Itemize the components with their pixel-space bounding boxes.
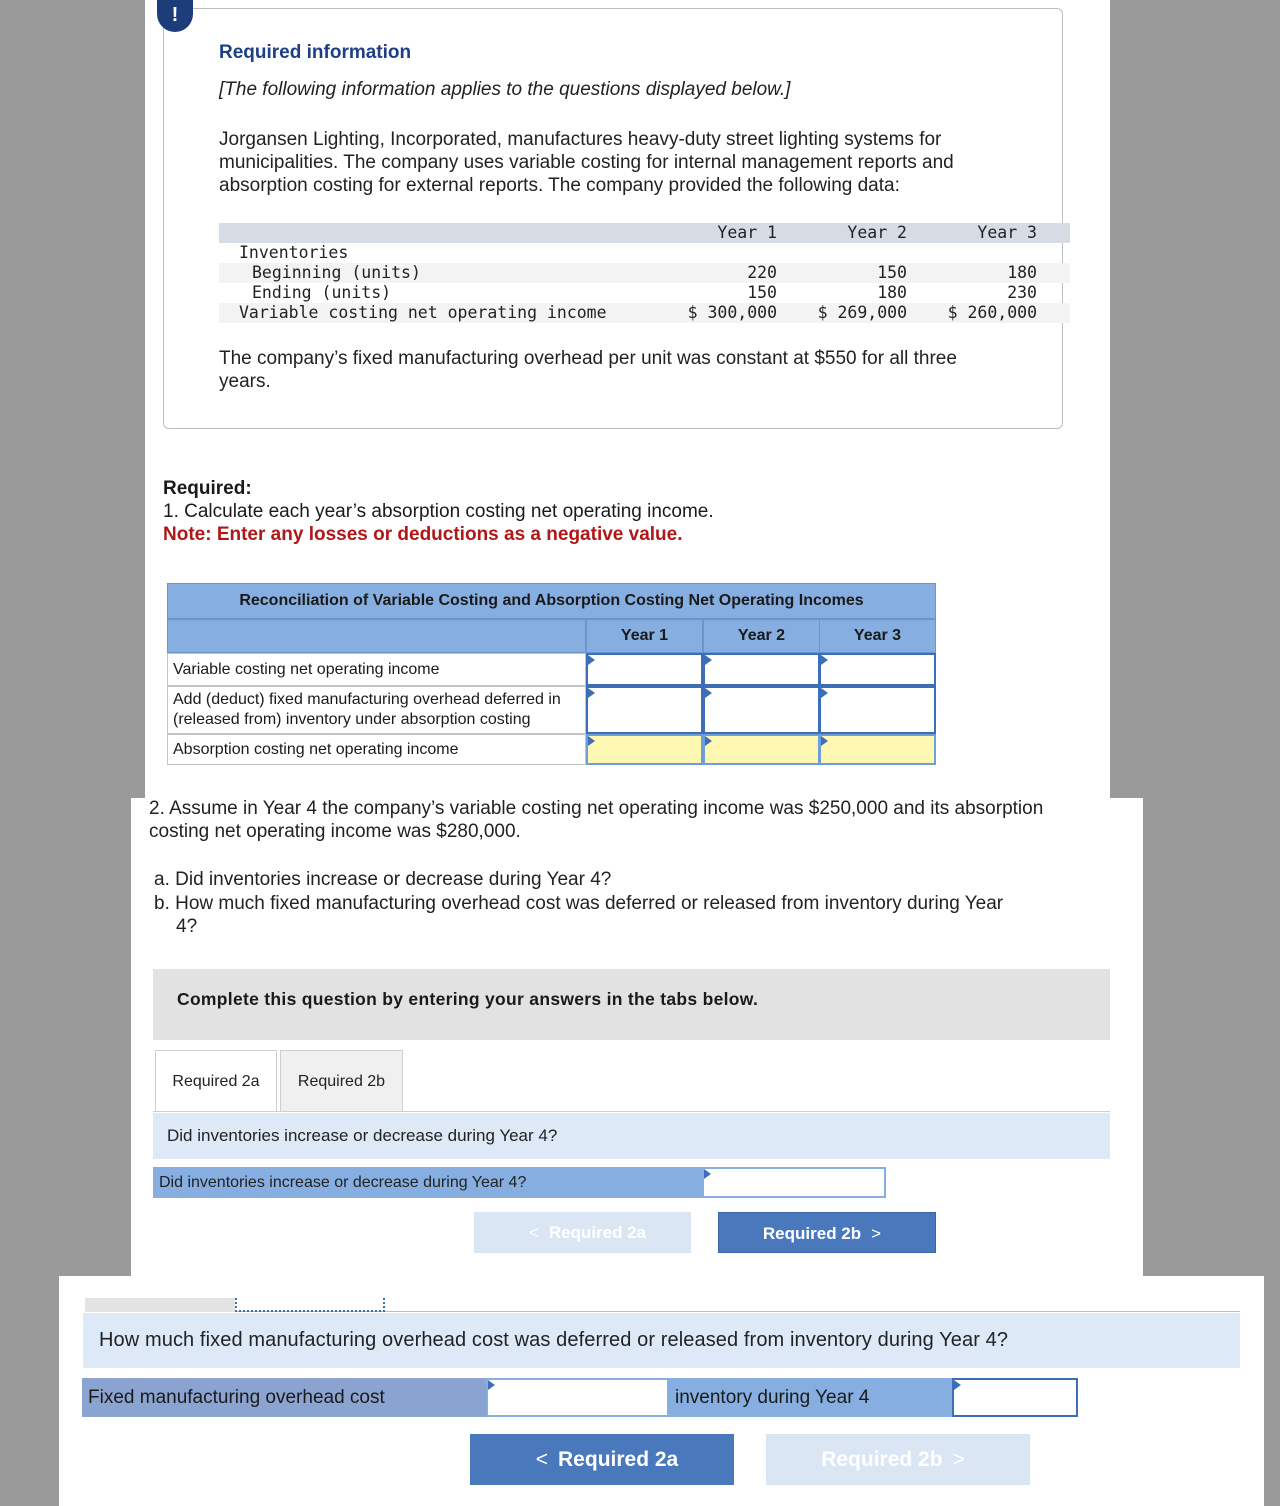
recon-row-fmoh-deferred: Add (deduct) fixed manufacturing overhead deferred in (released from) inventory under absorption costing [167, 686, 586, 734]
fixed-overhead-note: The company’s fixed manufacturing overhead per unit was constant at $550 for all three years. [219, 348, 957, 392]
data-table-header [219, 223, 1070, 243]
instructions-text: Complete this question by entering your answers in the tabs below. [177, 989, 759, 1009]
recon-row-ac-income: Absorption costing net operating income [167, 734, 586, 765]
required-note: Note: Enter any losses or deductions as a negative value. [163, 524, 683, 545]
fmoh-cost-label: Fixed manufacturing overhead cost [82, 1378, 486, 1417]
vc-income-year-1: $ 300,000 [687, 303, 777, 322]
prev-required-2a-button-bottom[interactable] [470, 1434, 734, 1485]
recon-fmoh-year-2-input[interactable] [703, 686, 820, 734]
vc-income-year-3: $ 260,000 [947, 303, 1037, 322]
beginning-year-2: 150 [877, 263, 907, 282]
tab-divider [153, 1111, 1110, 1112]
beginning-row [219, 263, 1070, 283]
next-required-2b-label-bottom: Required 2b [821, 1448, 943, 1471]
recon-header-year-1: Year 1 [586, 619, 703, 653]
recon-row-vc-income: Variable costing net operating income [167, 653, 586, 686]
prev-required-2a-label-bottom: Required 2a [558, 1448, 679, 1471]
required-item-1: 1. Calculate each year’s absorption costing net operating income. [163, 501, 714, 522]
recon-fmoh-year-3-input[interactable] [819, 686, 936, 734]
beginning-year-1: 220 [747, 263, 777, 282]
inventories-label: Inventories [239, 243, 349, 262]
question-b-line-1: b. How much fixed manufacturing overhead cost was deferred or released from inventory during Year [154, 893, 1004, 914]
tab-stub-2a[interactable] [85, 1298, 235, 1312]
question-2a-row-label: Did inventories increase or decrease during Year 4? [153, 1167, 702, 1198]
inventory-year-4-label: inventory during Year 4 [669, 1378, 952, 1417]
header-year-2: Year 2 [847, 223, 907, 242]
tab-required-2b[interactable]: Required 2b [280, 1050, 403, 1112]
deferred-released-select[interactable] [486, 1378, 669, 1417]
required-info-title: Required information [219, 42, 412, 63]
recon-ac-year-3-input[interactable] [819, 734, 936, 765]
ending-row [219, 283, 1070, 303]
next-required-2b-label: Required 2b [762, 1224, 862, 1243]
recon-vc-year-1-input[interactable] [586, 653, 703, 686]
header-year-3: Year 3 [977, 223, 1037, 242]
reconciliation-title: Reconciliation of Variable Costing and Absorption Costing Net Operating Incomes [167, 583, 936, 619]
question-b [154, 892, 1104, 938]
next-required-2b-button-bottom[interactable] [766, 1434, 1030, 1485]
recon-vc-year-3-input[interactable] [819, 653, 936, 686]
beginning-label: Beginning (units) [252, 263, 421, 282]
header-year-1: Year 1 [717, 223, 777, 242]
vc-income-row [219, 303, 1070, 323]
ending-label: Ending (units) [252, 283, 392, 302]
tab-required-2a[interactable]: Required 2a [155, 1050, 277, 1112]
reconciliation-table [167, 583, 936, 765]
required-info-subtitle: [The following information applies to the questions displayed below.] [219, 79, 791, 100]
prev-required-2a-label: Required 2a [548, 1223, 647, 1242]
ending-year-1: 150 [747, 283, 777, 302]
recon-header-year-3: Year 3 [819, 619, 936, 653]
question-2b-text: How much fixed manufacturing overhead cost was deferred or released from inventory during Year 4? [99, 1329, 1009, 1351]
recon-vc-year-2-input[interactable] [703, 653, 820, 686]
part-2-assumption: 2. Assume in Year 4 the company’s variable costing net operating income was $250,000 and its absorption costing net operating income was $280,000. [149, 798, 1044, 842]
beginning-year-3: 180 [1007, 263, 1037, 282]
question-b-line-2: 4? [176, 916, 198, 937]
recon-header-year-2: Year 2 [703, 619, 820, 653]
ending-year-2: 180 [877, 283, 907, 302]
chevron-right-icon: > [871, 1224, 882, 1243]
inventories-row [219, 243, 1070, 263]
vc-income-label: Variable costing net operating income [239, 303, 607, 322]
chevron-right-icon: > [952, 1448, 965, 1471]
question-a: a. Did inventories increase or decrease during Year 4? [154, 869, 612, 890]
ending-year-3: 230 [1007, 283, 1037, 302]
intro-paragraph: Jorgansen Lighting, Incorporated, manufactures heavy-duty street lighting systems for municipalities. The company uses variable costing for internal management reports and absorption costing for external reports. The company provided the following data: [219, 129, 954, 196]
inventory-change-input[interactable] [702, 1167, 886, 1198]
chevron-left-icon: < [535, 1448, 549, 1471]
next-required-2b-button[interactable] [718, 1212, 936, 1253]
tab-stub-2b-focused[interactable] [235, 1298, 385, 1312]
recon-ac-year-1-input[interactable] [586, 734, 703, 765]
recon-ac-year-2-input[interactable] [703, 734, 820, 765]
fmoh-amount-input[interactable] [952, 1378, 1078, 1417]
vc-income-year-2: $ 269,000 [817, 303, 907, 322]
alert-icon: ! [157, 0, 193, 32]
prev-required-2a-button[interactable] [474, 1212, 691, 1253]
recon-fmoh-year-1-input[interactable] [586, 686, 703, 734]
recon-blank-header [167, 619, 586, 653]
required-heading: Required: [163, 478, 252, 499]
question-2a-text: Did inventories increase or decrease during Year 4? [167, 1126, 558, 1145]
chevron-left-icon: < [528, 1223, 539, 1242]
